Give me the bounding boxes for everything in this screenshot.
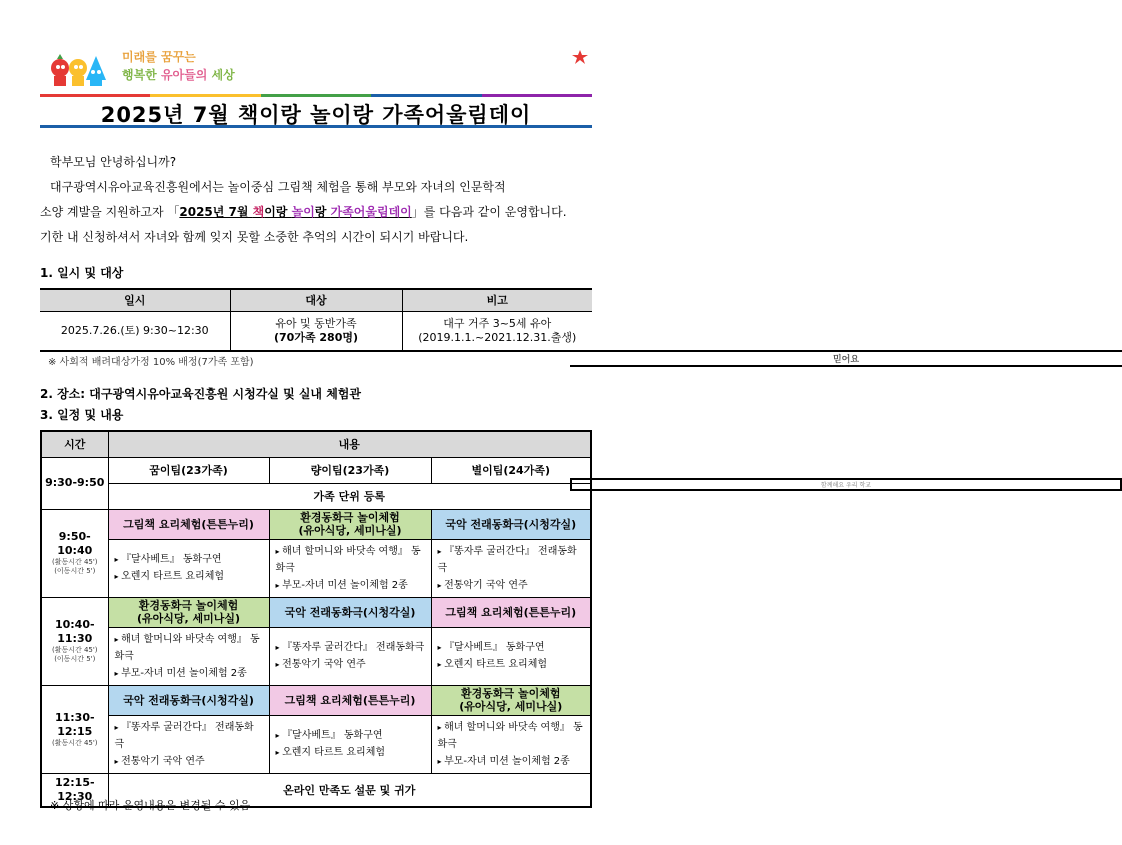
slot3-activity: (활동시간 45') bbox=[51, 646, 98, 654]
col-target: 대상 bbox=[230, 289, 402, 311]
event-name-b: 책 bbox=[252, 205, 265, 219]
section2-heading: 2. 장소: 대구광역시유아교육진흥원 시청각실 및 실내 체험관 bbox=[40, 387, 361, 401]
remark-line2: (2019.1.1.~2021.12.31.출생) bbox=[418, 330, 577, 344]
slogan bbox=[122, 48, 235, 84]
target-line1: 유아 및 동반가족 bbox=[275, 316, 357, 330]
eco-place: (유아식당, 세미나실) bbox=[459, 700, 563, 713]
cook-detail-2: ▸ 오렌지 타르트 요리체험 bbox=[276, 744, 425, 761]
slot2-music: 국악 전래동화극(시청각실) bbox=[431, 509, 591, 539]
event-name-c: 이랑 bbox=[264, 205, 292, 219]
col-date: 일시 bbox=[40, 289, 230, 311]
music-detail-1: ▸ 『똥자루 굴러간다』 전래동화극 bbox=[115, 719, 263, 753]
team-3: 별이팀(24가족) bbox=[431, 457, 591, 483]
school-logo-main: 믿어요 bbox=[570, 350, 1122, 367]
slot2-move: (이동시간 5') bbox=[54, 567, 96, 575]
color-stripe bbox=[40, 94, 592, 97]
slot4-music-detail bbox=[108, 715, 269, 773]
slot4-eco bbox=[431, 685, 591, 715]
event-name-f: 가족어울림데이 bbox=[330, 205, 412, 219]
registration: 가족 단위 등록 bbox=[108, 483, 591, 509]
slot2-time-text: 9:50-10:40 bbox=[57, 530, 93, 557]
music-detail-1: ▸ 『똥자루 굴러간다』 전래동화극 bbox=[438, 543, 585, 577]
intro-paragraph-2: 기한 내 신청하셔서 자녀와 함께 잊지 못할 소중한 추억의 시간이 되시기 바랍니다. bbox=[40, 230, 469, 244]
slot4-time-text: 11:30-12:15 bbox=[54, 710, 95, 738]
music-detail-2: ▸ 전통악기 국악 연주 bbox=[276, 656, 425, 673]
slogan-part-b: 유아들의 bbox=[160, 68, 208, 82]
intro-part-c: 」를 다음과 같이 운영합니다. bbox=[411, 205, 567, 219]
slot2-cook: 그림책 요리체험(튼튼누리) bbox=[108, 509, 269, 539]
cook-detail-1: ▸ 『달사베트』 동화구연 bbox=[438, 639, 585, 656]
team-1: 꿈이팀(23가족) bbox=[108, 457, 269, 483]
slot2-music-detail bbox=[431, 539, 591, 597]
slot3-music: 국악 전래동화극(시청각실) bbox=[269, 597, 431, 627]
target-line2: (70가족 280명) bbox=[273, 330, 359, 344]
cook-detail-2: ▸ 오렌지 타르트 요리체험 bbox=[115, 568, 263, 585]
eco-place: (유아식당, 세미나실) bbox=[136, 612, 241, 625]
slot4-cook: 그림책 요리체험(튼튼누리) bbox=[269, 685, 431, 715]
school-logo bbox=[530, 48, 872, 489]
slogan-line1: 미래를 꿈꾸는 bbox=[122, 50, 196, 64]
slot3-cook: 그림책 요리체험(튼튼누리) bbox=[431, 597, 591, 627]
school-logo-sub: 함께해요 우리 학교 bbox=[570, 478, 1122, 491]
slot2-eco-detail bbox=[269, 539, 431, 597]
music-detail-2: ▸ 전통악기 국악 연주 bbox=[438, 577, 585, 594]
slot2-cook-detail bbox=[108, 539, 269, 597]
eco-title: 환경동화극 놀이체험 bbox=[300, 511, 400, 524]
slot3-cook-detail bbox=[431, 627, 591, 685]
eco-detail-1: ▸ 해녀 할머니와 바닷속 여행』 동화극 bbox=[438, 719, 585, 753]
target-value bbox=[230, 311, 402, 351]
date-value: 2025.7.26.(토) 9:30~12:30 bbox=[40, 311, 230, 351]
slot3-eco bbox=[108, 597, 269, 627]
slot2-time bbox=[41, 509, 108, 597]
program-table bbox=[40, 430, 592, 808]
eco-place: (유아식당, 세미나실) bbox=[298, 524, 402, 537]
mascot-logo-icon bbox=[48, 50, 108, 90]
schedule-table bbox=[40, 288, 592, 352]
greeting: 학부모님 안녕하십니까? bbox=[50, 155, 177, 169]
slot3-music-detail bbox=[269, 627, 431, 685]
last-time: 12:15-12:30 bbox=[41, 773, 108, 807]
page-title: 2025년 7월 책이랑 놀이랑 가족어울림데이 bbox=[100, 103, 532, 127]
slot4-time bbox=[41, 685, 108, 773]
slot4-cook-detail bbox=[269, 715, 431, 773]
eco-detail-1: ▸ 해녀 할머니와 바닷속 여행』 동화극 bbox=[276, 543, 425, 577]
intro-text bbox=[40, 150, 595, 250]
section3-heading: 3. 일정 및 내용 bbox=[40, 408, 124, 422]
col-time: 시간 bbox=[41, 431, 108, 457]
star-logo-icon bbox=[570, 50, 590, 64]
eco-detail-2: ▸ 부모-자녀 미션 놀이체험 2종 bbox=[115, 665, 263, 682]
cook-detail-2: ▸ 오렌지 타르트 요리체험 bbox=[438, 656, 585, 673]
slot3-time-text: 10:40-11:30 bbox=[54, 618, 95, 645]
team-2: 량이팀(23가족) bbox=[269, 457, 431, 483]
eco-title: 환경동화극 놀이체험 bbox=[138, 599, 239, 612]
section1-heading: 1. 일시 및 대상 bbox=[40, 266, 124, 280]
intro-paragraph-1-cont bbox=[40, 200, 595, 225]
remark-line1: 대구 거주 3~5세 유아 bbox=[443, 316, 552, 330]
eco-detail-1: ▸ 해녀 할머니와 바닷속 여행』 동화극 bbox=[115, 631, 263, 665]
slot2-eco bbox=[269, 509, 431, 539]
eco-title: 환경동화극 놀이체험 bbox=[461, 687, 561, 700]
eco-detail-2: ▸ 부모-자녀 미션 놀이체험 2종 bbox=[276, 577, 425, 594]
slot4-eco-detail bbox=[431, 715, 591, 773]
event-name bbox=[179, 205, 411, 219]
slogan-part-c: 세상 bbox=[207, 68, 235, 82]
title-bar bbox=[40, 94, 592, 128]
event-name-a: 2025년 7월 bbox=[179, 205, 253, 219]
cook-detail-1: ▸ 『달사베트』 동화구연 bbox=[276, 727, 425, 744]
slogan-part-a: 행복한 bbox=[122, 68, 161, 82]
slot3-move: (이동시간 5') bbox=[54, 655, 96, 663]
event-name-e: 랑 bbox=[314, 205, 331, 219]
event-name-d: 놀이 bbox=[291, 205, 315, 219]
note-priority: ※ 사회적 배려대상가정 10% 배정(7가족 포함) bbox=[48, 357, 254, 368]
col-content: 내용 bbox=[108, 431, 591, 457]
slot3-time bbox=[41, 597, 108, 685]
last-content: 온라인 만족도 설문 및 귀가 bbox=[108, 773, 591, 807]
slot1-time: 9:30-9:50 bbox=[41, 457, 108, 509]
slot3-eco-detail bbox=[108, 627, 269, 685]
intro-paragraph-1: 대구광역시유아교육진흥원에서는 놀이중심 그림책 체험을 통해 부모와 자녀의 인문학적 bbox=[50, 180, 506, 194]
slot4-music: 국악 전래동화극(시청각실) bbox=[108, 685, 269, 715]
music-detail-1: ▸ 『똥자루 굴러간다』 전래동화극 bbox=[276, 639, 425, 656]
intro-part-b: 소양 계발을 지원하고자 「 bbox=[40, 205, 180, 219]
slogan-line2 bbox=[122, 66, 235, 84]
footer-note: ※ 상황에 따라 운영내용은 변경될 수 있음 bbox=[50, 799, 251, 812]
remark-value bbox=[402, 311, 592, 351]
cook-detail-1: ▸ 『달사베트』 동화구연 bbox=[115, 551, 263, 568]
slot2-activity: (활동시간 45') bbox=[51, 558, 98, 566]
col-remark: 비고 bbox=[402, 289, 592, 311]
slot4-activity: (활동시간 45') bbox=[51, 738, 98, 747]
eco-detail-2: ▸ 부모-자녀 미션 놀이체험 2종 bbox=[438, 753, 585, 770]
music-detail-2: ▸ 전통악기 국악 연주 bbox=[115, 753, 263, 770]
